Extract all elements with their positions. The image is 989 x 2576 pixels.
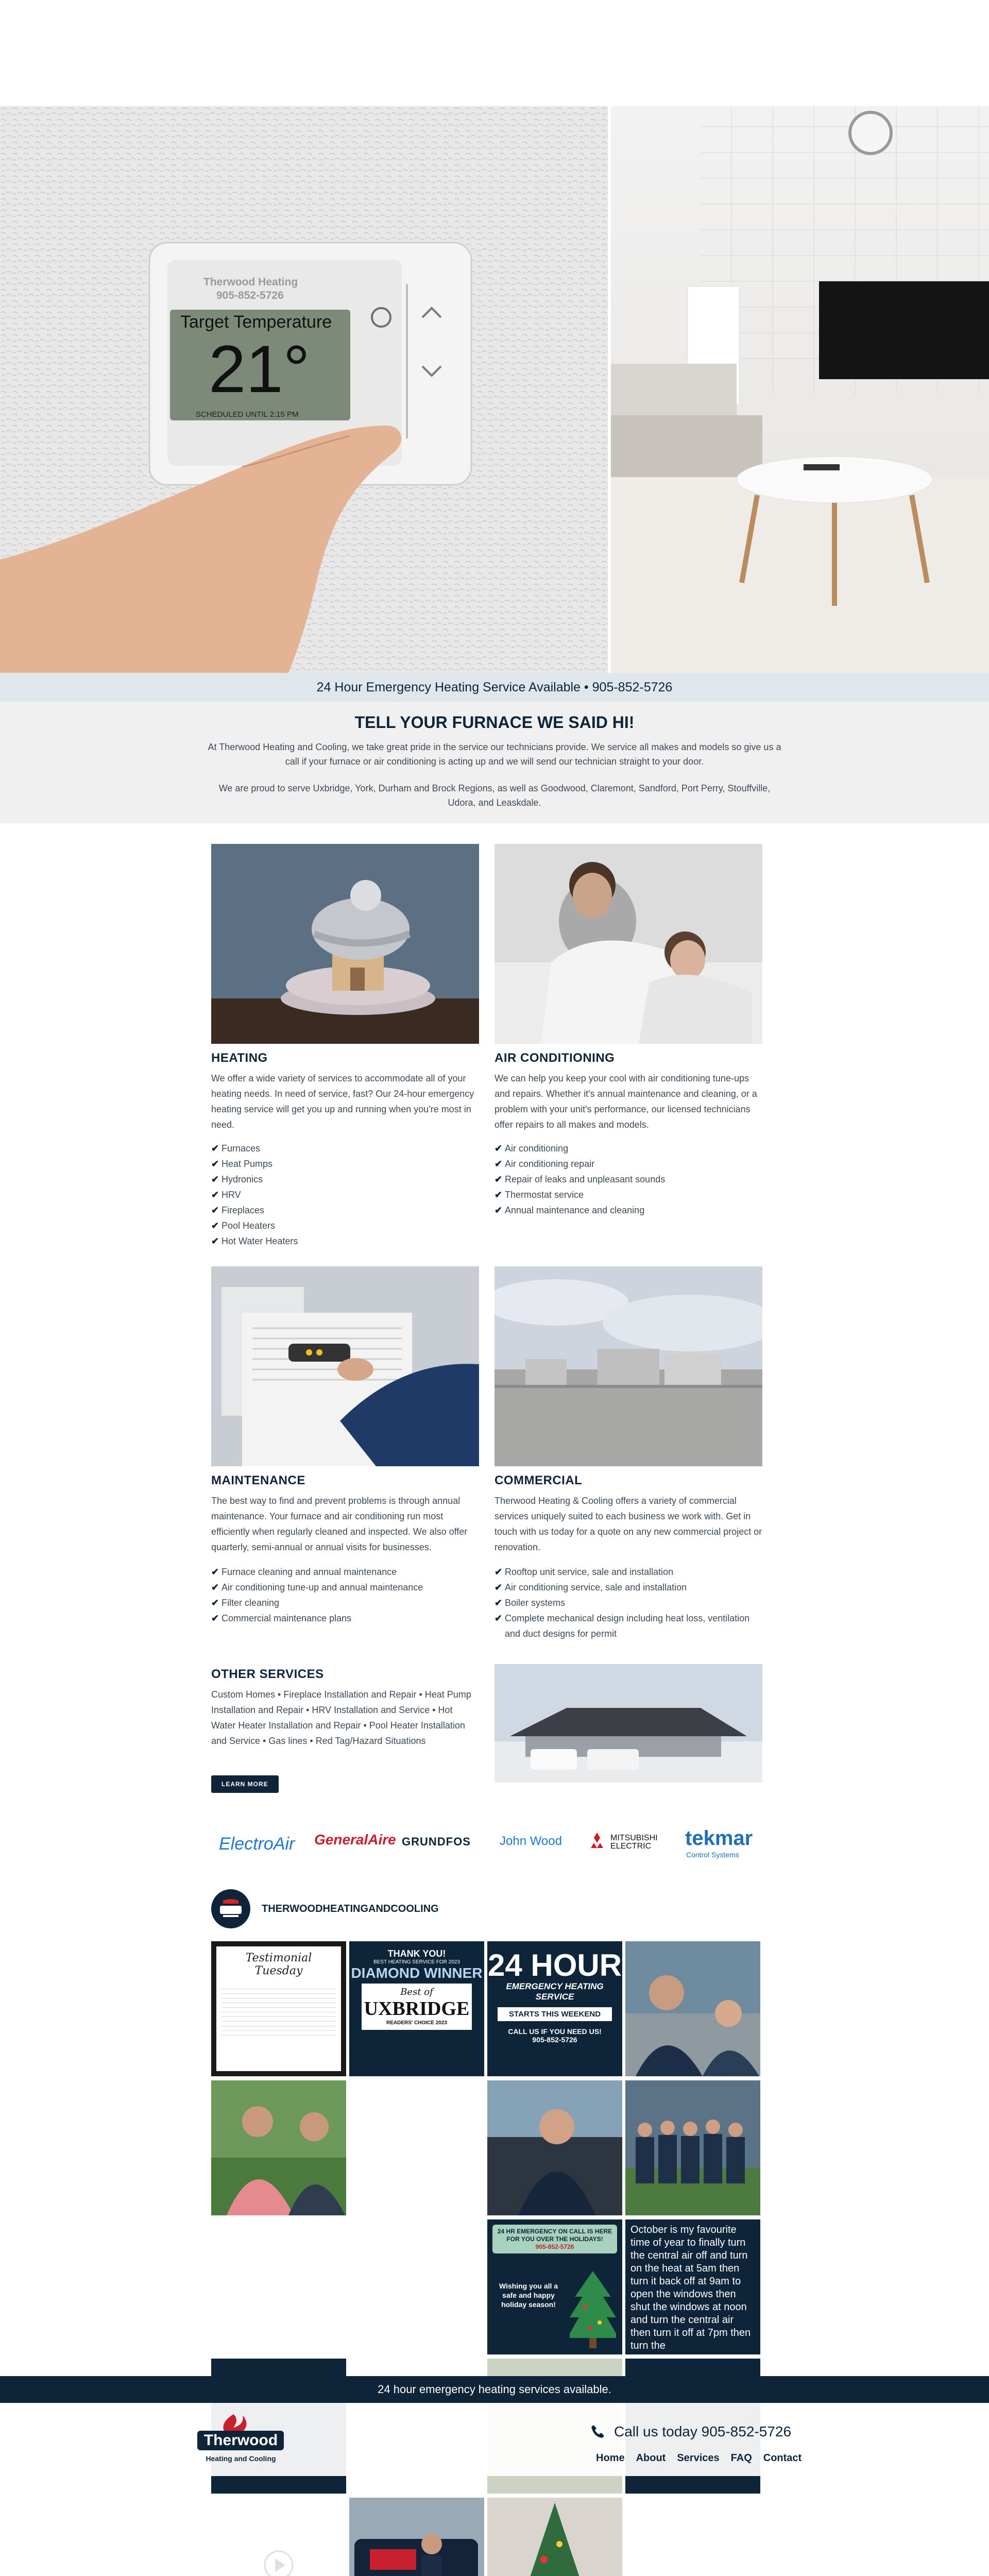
sticky-emergency-bar: 24 hour emergency heating services available. <box>0 2376 989 2403</box>
list-item: ✔ Hot Water Heaters <box>211 1236 298 1246</box>
learn-more-button[interactable]: LEARN MORE <box>211 1775 279 1793</box>
emergency-banner: 24 Hour Emergency Heating Service Available • 905-852-5726 <box>0 673 989 702</box>
list-item: ✔ Pool Heaters <box>211 1221 276 1231</box>
brand-tekmar: tekmar <box>685 1827 753 1850</box>
list-item: ✔ Commercial maintenance plans <box>211 1613 352 1623</box>
heating-title: HEATING <box>211 1051 268 1065</box>
thermostat-label: Target Temperature <box>180 312 332 332</box>
post-title: Testimonial Tuesday <box>245 1952 312 1977</box>
instagram-avatar[interactable] <box>211 1889 250 1928</box>
air-conditioning-description: We can help you keep your cool with air conditioning tune-ups and repairs. Whether it's annual maintenance and cleaning, or a problem with your unit's performance, our licensed technicians offer repairs to all makes and models. <box>494 1073 757 1130</box>
thermostat-phone: 905-852-5726 <box>216 290 284 301</box>
post-text: Wishing you all a safe and happy holiday season! <box>499 2282 558 2309</box>
list-item: ✔ Fireplaces <box>211 1205 265 1215</box>
post-text: 24 HOUR <box>487 1948 622 1982</box>
post-text: Best of <box>400 1987 433 1997</box>
instagram-post-video[interactable] <box>211 2498 346 2576</box>
brand-john-wood: John Wood <box>500 1834 562 1848</box>
instagram-handle[interactable]: THERWOODHEATINGANDCOOLING <box>262 1903 439 1914</box>
thermostat-brand: Therwood Heating <box>203 276 298 288</box>
phone-icon <box>590 2424 605 2438</box>
list-item: ✔ Furnaces <box>211 1143 261 1154</box>
mitsubishi-logo-icon <box>588 1832 606 1850</box>
instagram-post-tree[interactable] <box>487 2498 622 2576</box>
maintenance-description: The best way to find and prevent problems is through annual maintenance. Your furnace and air conditioning run most efficiently when regularly cleaned and inspected. We also offer quarterly, semi-annual or annual visits for businesses. <box>211 1496 468 1552</box>
post-text: 905-852-5726 <box>532 2036 577 2044</box>
commercial-title: COMMERCIAL <box>494 1473 583 1487</box>
post-text: THANK YOU! <box>387 1948 446 1959</box>
list-item: ✔ Air conditioning tune-up and annual maintenance <box>211 1582 423 1592</box>
sticky-header <box>0 2403 989 2476</box>
list-item: ✔ Furnace cleaning and annual maintenance <box>211 1567 397 1577</box>
air-conditioning-title: AIR CONDITIONING <box>494 1051 615 1065</box>
list-item: ✔ Repair of leaks and unpleasant sounds <box>494 1174 666 1184</box>
air-conditioning-photo <box>494 844 762 1044</box>
heating-description: We offer a wide variety of services to accommodate all of your heating needs. In need of service, fast? Our 24-hour emergency heating service will get you up and running when you're most in need. <box>211 1073 474 1130</box>
logo-name: Therwood <box>203 2432 278 2449</box>
list-item: ✔ Heat Pumps <box>211 1159 273 1169</box>
commercial-description: Therwood Heating & Cooling offers a variety of commercial services uniquely suited to each business we work with. Get in touch with us today for a quote on any new commercial project or renovation. <box>494 1496 762 1552</box>
list-item: ✔ Hydronics <box>211 1174 263 1184</box>
list-item: ✔ Thermostat service <box>494 1190 584 1200</box>
post-text: 905-852-5726 <box>535 2243 574 2250</box>
post-text: UXBRIDGE <box>364 1998 470 2020</box>
brand-electroair: ElectroAir <box>219 1834 295 1854</box>
maintenance-photo <box>211 1266 479 1466</box>
post-text: October is my favourite time of year to finally turn the central air off and turn on the heat at 5am then turn it back off at 9am to open the windows then shut the windows at noon and turn the central air then turn it off at 7pm then turn the <box>630 2224 751 2351</box>
post-text: EMERGENCY HEATING SERVICE <box>506 1981 604 2002</box>
thermostat-status: SCHEDULED UNTIL 2:15 PM <box>196 410 299 419</box>
brand-mitsubishi: MITSUBISHI ELECTRIC <box>610 1834 658 1851</box>
call-us-text[interactable]: Call us today 905-852-5726 <box>614 2424 792 2439</box>
post-text: CALL US IF YOU NEED US! <box>508 2027 602 2036</box>
other-services-title: OTHER SERVICES <box>211 1667 324 1681</box>
list-item: ✔ HRV <box>211 1190 241 1200</box>
nav-faq[interactable]: FAQ <box>730 2452 752 2464</box>
instagram-post-golf[interactable] <box>211 2080 346 2215</box>
instagram-post-diamond-winner[interactable] <box>349 1941 484 2076</box>
brand-generalaire: GeneralAire <box>314 1832 396 1848</box>
post-text: DIAMOND WINNER <box>351 1965 483 1981</box>
hero-image <box>0 106 989 673</box>
nav-home[interactable]: Home <box>596 2452 625 2464</box>
instagram-post-van[interactable] <box>349 2498 484 2576</box>
list-item: ✔ Air conditioning <box>494 1143 569 1154</box>
list-item: ✔ Boiler systems <box>494 1598 566 1608</box>
main-nav <box>585 2452 802 2464</box>
instagram-post-testimonial[interactable] <box>211 1941 346 2076</box>
air-conditioning-list <box>494 1141 762 1218</box>
post-text: 24 HR EMERGENCY ON CALL IS HERE FOR YOU OVER THE HOLIDAYS! <box>497 2228 612 2243</box>
maintenance-list <box>211 1564 479 1626</box>
nav-services[interactable]: Services <box>677 2452 720 2464</box>
play-icon[interactable] <box>263 2550 294 2576</box>
list-item: ✔ Air conditioning service, sale and installation <box>494 1582 687 1592</box>
brand-grundfos: GRUNDFOS <box>402 1835 471 1848</box>
commercial-photo <box>494 1266 762 1466</box>
instagram-post-photo-team[interactable] <box>625 1941 760 2076</box>
intro-title: TELL YOUR FURNACE WE SAID HI! <box>354 713 635 732</box>
site-logo[interactable] <box>193 2409 288 2471</box>
list-item: ✔ Rooftop unit service, sale and installation <box>494 1567 674 1577</box>
thermostat-temperature: 21° <box>209 331 310 406</box>
post-text: READERS' CHOICE 2023 <box>386 2020 447 2026</box>
list-item: ✔ Air conditioning repair <box>494 1159 595 1169</box>
other-services-description: Custom Homes • Fireplace Installation and Repair • Heat Pump Installation and Repair • HRV Installation and Service • Hot Water Heater Installation and Repair • Pool Heater Installation and Service • Gas lines • Red Tag/Hazard Situations <box>211 1689 471 1746</box>
intro-paragraph-2: We are proud to serve Uxbridge, York, Durham and Brock Regions, as well as Goodwood, Claremont, Sandford, Port Perry, Stouffville, Udora, and Leaskdale. <box>218 783 771 808</box>
instagram-post-technician[interactable] <box>487 2080 622 2215</box>
list-item: ✔ Annual maintenance and cleaning <box>494 1205 645 1215</box>
intro-paragraph-1: At Therwood Heating and Cooling, we take great pride in the service our technicians provide. We service all makes and models so give us a call if your furnace or air conditioning is acting up and we will send our technician straight to your door. <box>208 742 781 767</box>
nav-contact[interactable]: Contact <box>763 2452 802 2464</box>
instagram-post-staff[interactable] <box>625 2080 760 2215</box>
brand-tekmar-subtitle: Control Systems <box>686 1851 739 1859</box>
other-services-photo <box>494 1664 762 1783</box>
maintenance-title: MAINTENANCE <box>211 1473 305 1487</box>
commercial-list <box>494 1564 762 1641</box>
heating-list <box>211 1141 479 1249</box>
post-text: STARTS THIS WEEKEND <box>498 2007 612 2021</box>
heating-photo <box>211 844 479 1044</box>
list-item: ✔ Complete mechanical design including heat loss, ventilation and duct designs for permit <box>494 1613 750 1639</box>
list-item: ✔ Filter cleaning <box>211 1598 280 1608</box>
nav-about[interactable]: About <box>636 2452 666 2464</box>
instagram-post-quote[interactable] <box>625 2219 760 2354</box>
logo-subtitle: Heating and Cooling <box>206 2454 276 2463</box>
instagram-post-24-hour[interactable] <box>487 1941 622 2076</box>
instagram-post-holidays[interactable] <box>487 2219 622 2354</box>
post-text: BEST HEATING SERVICE FOR 2023 <box>373 1959 460 1965</box>
